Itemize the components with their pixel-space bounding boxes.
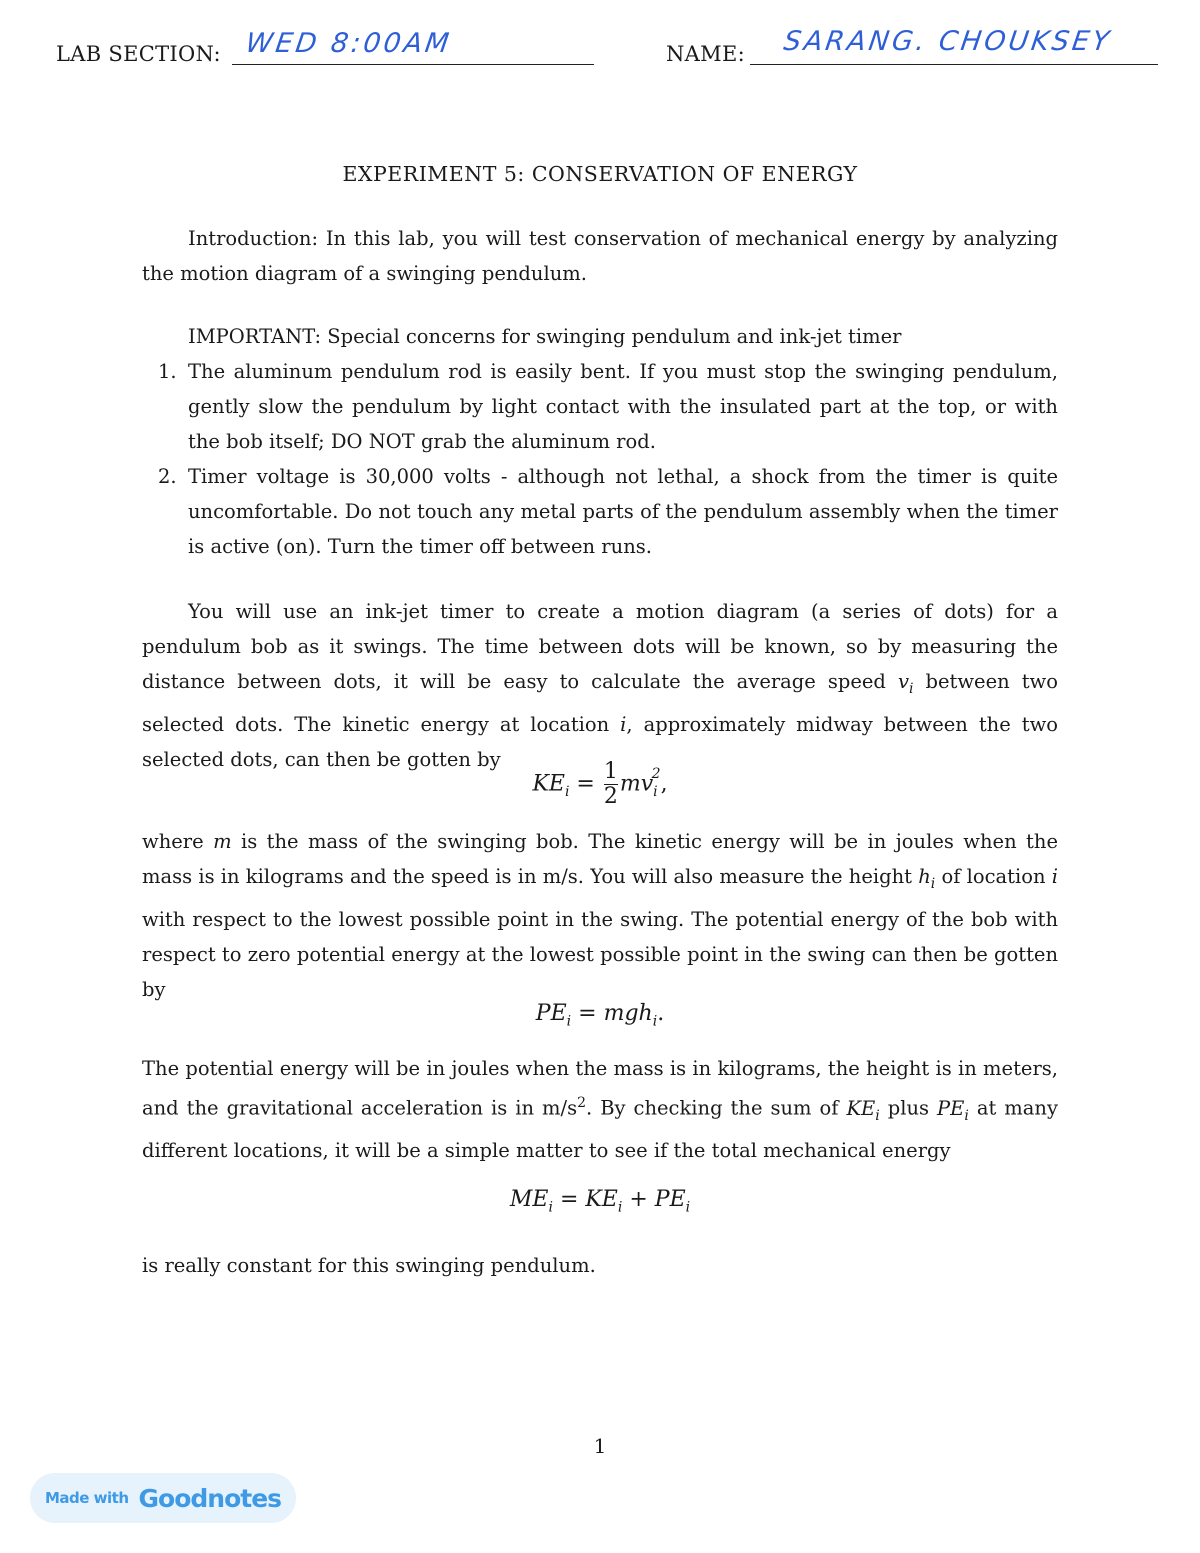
- text-run: , approximately midway between the two selected dots, can then be gotten by: [142, 712, 1058, 771]
- list-item-text: Timer voltage is 30,000 volts - although not lethal, a shock from the timer is quite uncomfortable. Do not touch any metal parts of the pendulum assembly when the timer is active (on). Turn the timer off between runs.: [188, 465, 1058, 558]
- badge-made-with: Made with: [44, 1489, 129, 1507]
- text-run: is the mass of the swinging bob. The kinetic energy will be in joules when the mass is in kilograms and the speed is in m/s. You will also measure the height: [142, 830, 1058, 888]
- text-run: between two selected dots. The kinetic energy at location: [142, 670, 1058, 736]
- closing-sentence: is really constant for this swinging pendulum.: [142, 1254, 596, 1277]
- lab-section-label: LAB SECTION:: [56, 42, 221, 66]
- equation-kinetic-energy: $KE_i$ = $\frac{1}{2}$ $mv_i^2$,: [532, 759, 668, 809]
- text-run: with respect to the lowest possible point in the swing. The potential energy of the bob with respect to zero potential energy at the lowest possible point in the swing can then be gotten by: [142, 907, 1058, 1001]
- lab-section-handwritten: WED 8:00AM: [243, 28, 454, 59]
- intro-paragraph: Introduction: In this lab, you will test conservation of mechanical energy by analyzing the motion diagram of a swinging pendulum.: [142, 227, 1058, 285]
- document-title: EXPERIMENT 5: CONSERVATION OF ENERGY: [342, 162, 858, 186]
- text-run: . By checking the sum of: [586, 1096, 847, 1120]
- list-item: [142, 354, 1058, 459]
- name-underline: [750, 64, 1158, 65]
- important-heading: IMPORTANT: Special concerns for swinging pendulum and ink-jet timer: [188, 325, 902, 348]
- text-run: You will use an ink-jet timer to create a motion diagram (a series of dots) for a pendulum bob as it swings. The time between dots will be known, so by measuring the distance between dots, it will be easy to calculate the average speed: [142, 600, 1058, 693]
- lab-section-underline: [232, 64, 594, 65]
- name-handwritten: SARANG. CHOUKSEY: [781, 26, 1114, 57]
- list-item-number: 2.: [158, 465, 177, 488]
- name-label: NAME:: [666, 42, 745, 66]
- text-run: The potential energy will be in joules when the mass is in kilograms, the height is in meters, and the gravitational acceleration is in m/s: [142, 1057, 1058, 1120]
- badge-brand: Goodnotes: [138, 1483, 282, 1513]
- page-number: 1: [593, 1434, 607, 1458]
- list-item: [142, 459, 1058, 564]
- list-item-text: The aluminum pendulum rod is easily bent. If you must stop the swinging pendulum, gently slow the pendulum by light contact with the insulated part at the top, or with the bob itself; DO NOT grab the aluminum rod.: [188, 360, 1058, 453]
- text-run: where: [142, 830, 214, 853]
- paragraph-motion-diagram: You will use an ink-jet timer to create a motion diagram (a series of dots) for a pendulum bob as it swings. The time between dots will be known, so by measuring the distance between dots, it will be easy to calculate the average speed $v_i$ between two selected dots. The kinetic energy at location i, approximately midway between the two selected dots, can then be gotten by: [142, 600, 1058, 771]
- text-run: at many different locations, it will be a simple matter to see if the total mechanical energy: [142, 1096, 1058, 1163]
- goodnotes-badge[interactable]: [30, 1473, 296, 1523]
- text-run: of location: [935, 865, 1052, 888]
- text-run: plus: [879, 1096, 938, 1120]
- paragraph-potential-energy: where m is the mass of the swinging bob. The kinetic energy will be in joules when the mass is in kilograms and the speed is in m/s. You will also measure the height $h_i$ of location i with respect to the lowest possible point in the swing. The potential energy of the bob with respect to zero potential energy at the lowest possible point in the swing can then be gotten by: [142, 830, 1059, 1001]
- equation-mechanical-energy: $ME_i = KE_i + PE_i$: [509, 1187, 691, 1216]
- paragraph-mechanical-energy: The potential energy will be in joules when the mass is in kilograms, the height is in meters, and the gravitational acceleration is in $m/s^2$. By checking the sum of $KE_i$ plus $PE_i$ at many different locations, it will be a simple matter to see if the total mechanical energy: [142, 1057, 1058, 1163]
- important-list: [142, 354, 1058, 564]
- list-item-number: 1.: [158, 360, 177, 383]
- equation-potential-energy: $PE_i = mgh_i$.: [535, 1001, 665, 1030]
